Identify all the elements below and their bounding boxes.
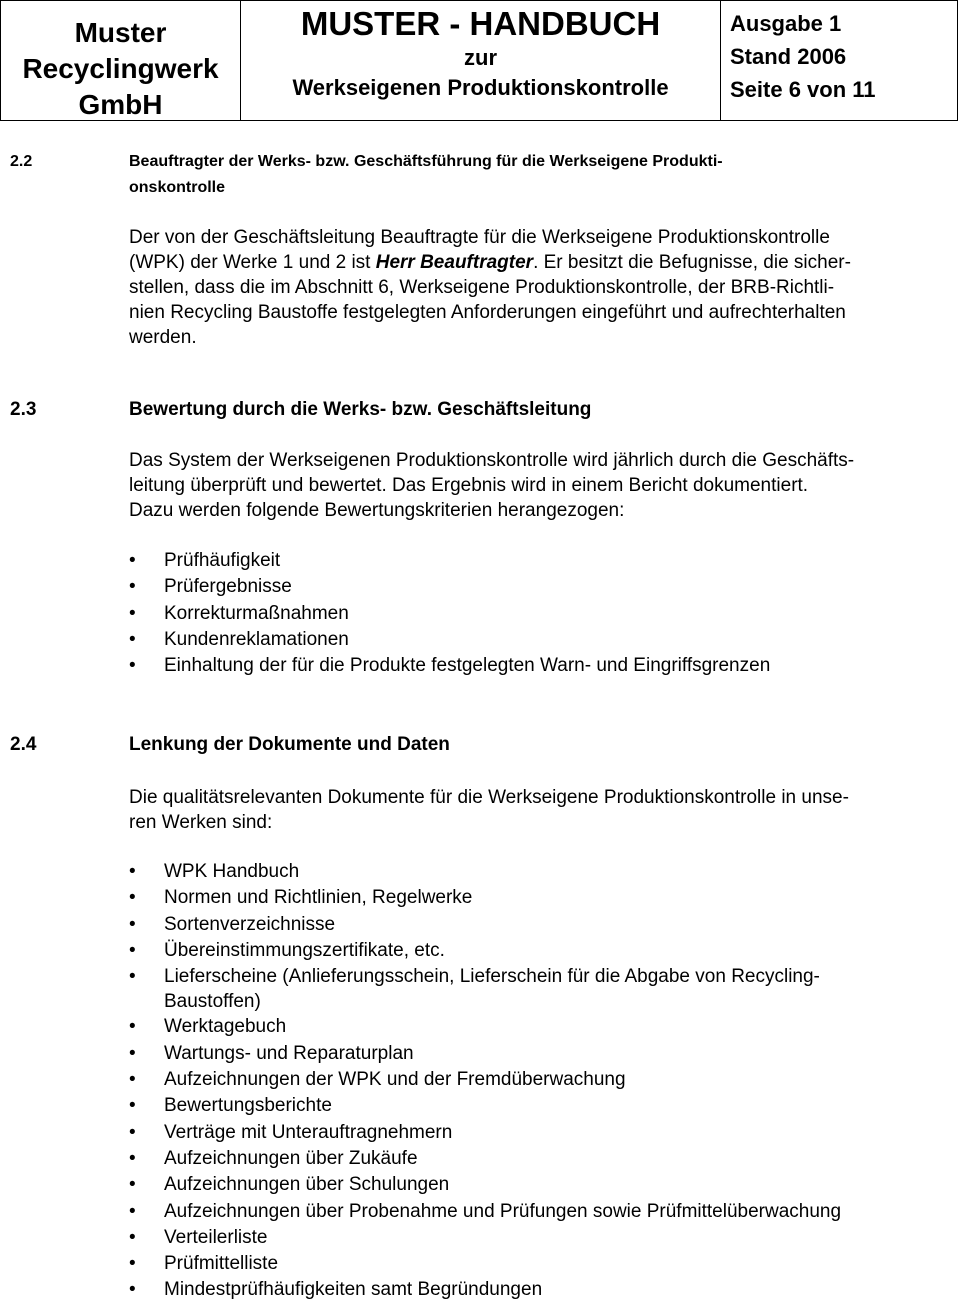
paragraph-line: leitung überprüft und bewertet. Das Ergebnis wird in einem Bericht dokumentiert. bbox=[129, 475, 809, 496]
list-item: • Bewertungsberichte bbox=[129, 1093, 929, 1119]
list-item: • Übereinstimmungszertifikate, etc. bbox=[129, 938, 929, 964]
section-2-2-number: 2.2 bbox=[10, 153, 33, 170]
list-item: • Sortenverzeichnisse bbox=[129, 912, 929, 938]
list-item: • Verteilerliste bbox=[129, 1225, 929, 1251]
edition: Ausgabe 1 bbox=[730, 11, 842, 36]
paragraph-line: Das System der Werkseigenen Produktionskontrolle wird jährlich durch die Geschäfts- bbox=[129, 450, 855, 471]
status-date: Stand 2006 bbox=[730, 44, 847, 69]
list-item: • Aufzeichnungen über Probenahme und Prüfungen sowie Prüfmittelüberwachung bbox=[129, 1199, 929, 1225]
list-item: • Normen und Richtlinien, Regelwerke bbox=[129, 885, 929, 911]
paragraph-text: . Er besitzt die Befugnisse, die sicher- bbox=[533, 252, 851, 273]
paragraph-line bbox=[129, 250, 954, 275]
document-subtitle-1: zur bbox=[464, 45, 497, 70]
list-item: • Verträge mit Unterauftragnehmern bbox=[129, 1120, 929, 1146]
list-item: • Aufzeichnungen der WPK und der Fremdüberwachung bbox=[129, 1067, 929, 1093]
section-2-3-paragraph bbox=[129, 448, 954, 523]
list-item-line: Baustoffen) bbox=[164, 991, 261, 1013]
page-number: Seite 6 von 11 bbox=[730, 77, 876, 102]
list-item bbox=[129, 964, 929, 1014]
section-2-2-paragraph bbox=[129, 225, 954, 350]
beauftragter-name: Herr Beauftragter bbox=[375, 252, 534, 273]
list-item: • Prüfmittelliste bbox=[129, 1251, 929, 1277]
paragraph-line: ren Werken sind: bbox=[129, 812, 273, 833]
paragraph-line: Der von der Geschäftsleitung Beauftragte für die Werkseigene Produktionskontrolle bbox=[129, 227, 830, 248]
section-2-4-number: 2.4 bbox=[10, 734, 37, 755]
list-item-line: • Lieferscheine (Anlieferungsschein, Lieferschein für die Abgabe von Recycling- bbox=[164, 966, 820, 988]
list-item: • Werktagebuch bbox=[129, 1014, 929, 1040]
company-line-1: Muster bbox=[74, 17, 167, 48]
paragraph-line: Die qualitätsrelevanten Dokumente für die Werkseigene Produktionskontrolle in unse- bbox=[129, 787, 849, 808]
list-item: • Mindestprüfhäufigkeiten samt Begründungen bbox=[129, 1277, 929, 1303]
company-name bbox=[1, 1, 241, 120]
section-2-2-title-line-2: onskontrolle bbox=[129, 179, 226, 196]
section-2-4-paragraph bbox=[129, 785, 954, 835]
list-item: • Prüfhäufigkeit bbox=[129, 548, 929, 574]
list-item: • Einhaltung der für die Produkte festgelegten Warn- und Eingriffsgrenzen bbox=[129, 653, 929, 679]
list-item: • Korrekturmaßnahmen bbox=[129, 601, 929, 627]
paragraph-line: werden. bbox=[129, 327, 197, 348]
paragraph-line: nien Recycling Baustoffe festgelegten Anforderungen eingeführt und aufrechterhalten bbox=[129, 302, 846, 323]
section-2-3-number: 2.3 bbox=[10, 399, 37, 420]
list-item: • Aufzeichnungen über Schulungen bbox=[129, 1172, 929, 1198]
section-2-2-title bbox=[129, 149, 929, 201]
company-line-3: GmbH bbox=[78, 89, 163, 120]
section-2-4-title: Lenkung der Dokumente und Daten bbox=[129, 734, 450, 755]
paragraph-line: stellen, dass die im Abschnitt 6, Werkseigene Produktionskontrolle, der BRB-Richtli- bbox=[129, 277, 835, 298]
paragraph-line: Dazu werden folgende Bewertungskriterien herangezogen: bbox=[129, 500, 625, 521]
documents-list bbox=[129, 859, 929, 1304]
section-2-2-title-line-1: Beauftragter der Werks- bzw. Geschäftsführung für die Werkseigene Produkti- bbox=[129, 153, 723, 170]
list-item: • Aufzeichnungen über Zukäufe bbox=[129, 1146, 929, 1172]
list-item: • Kundenreklamationen bbox=[129, 627, 929, 653]
paragraph-text: (WPK) der Werke 1 und 2 ist bbox=[129, 252, 376, 273]
document-title-cell bbox=[241, 1, 721, 120]
document-subtitle-2: Werkseigenen Produktionskontrolle bbox=[292, 75, 669, 100]
list-item: • WPK Handbuch bbox=[129, 859, 929, 885]
section-2-3-title: Bewertung durch die Werks- bzw. Geschäftsleitung bbox=[129, 399, 592, 420]
document-title: MUSTER - HANDBUCH bbox=[300, 5, 661, 42]
criteria-list bbox=[129, 548, 929, 679]
page-header bbox=[0, 0, 958, 121]
document-meta-cell bbox=[721, 1, 957, 120]
list-item: • Prüfergebnisse bbox=[129, 574, 929, 600]
company-line-2: Recyclingwerk bbox=[22, 53, 219, 84]
list-item: • Wartungs- und Reparaturplan bbox=[129, 1041, 929, 1067]
